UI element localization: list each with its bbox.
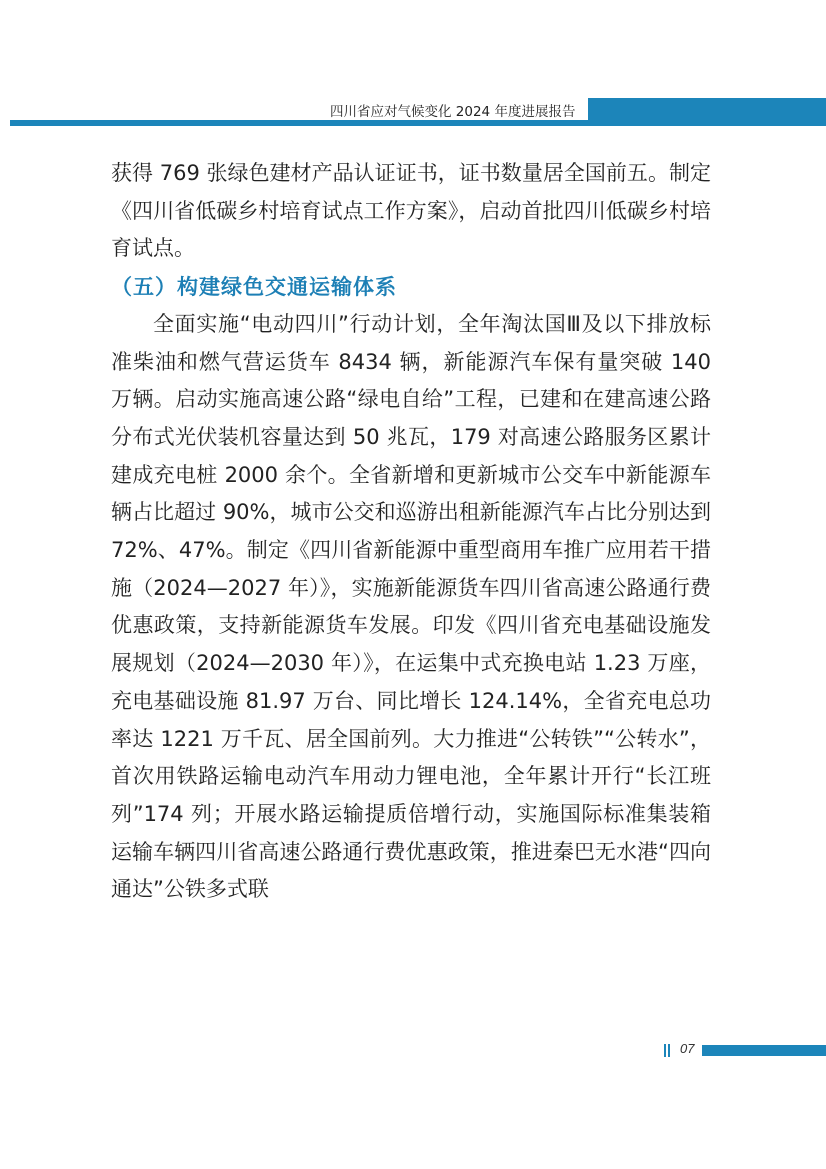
section-heading: （五）构建绿色交通运输体系 (111, 274, 397, 300)
footer-bar (702, 1045, 826, 1056)
running-header-title: 四川省应对气候变化 2024 年度进展报告 (330, 104, 576, 120)
paragraph-main: 全面实施“电动四川”行动计划，全年淘汰国Ⅲ及以下排放标准柴油和燃气营运货车 8434 辆，新能源汽车保有量突破 140 万辆。启动实施高速公路“绿电自给”工程，已建和在建高速公路分布式光伏装机容量达到 50 兆瓦，179 对高速公路服务区累计建成充电桩 2000 余个。全省新增和更新城市公交车中新能源车辆占比超过 90%，城市公交和巡游出租新能源汽车占比分别达到 72%、47%。制定《四川省新能源中重型商用车推广应用若干措施（2024—2027 年）》，实施新能源货车四川省高速公路通行费优惠政策，支持新能源货车发展。印发《四川省充电基础设施发展规划（2024—2030 年）》，在运集中式充换电站 1.23 万座，充电基础设施 81.97 万台、同比增长 124.14%，全省充电总功率达 1221 万千瓦、居全国前列。大力推进“公转铁”“公转水”，首次用铁路运输电动汽车用动力锂电池，全年累计开行“长江班列”174 列；开展水路运输提质倍增行动，实施国际标准集装箱运输车辆四川省高速公路通行费优惠政策，推进秦巴无水港“四向通达”公铁多式联 (111, 311, 711, 902)
main-text (111, 155, 711, 909)
page-number: 07 (680, 1041, 695, 1056)
footer-mark (664, 1044, 666, 1057)
header-rule (10, 120, 590, 126)
header-tab (588, 98, 826, 126)
footer-mark (668, 1044, 670, 1057)
paragraph-intro: 获得 769 张绿色建材产品认证证书，证书数量居全国前五。制定《四川省低碳乡村培育试点工作方案》，启动首批四川低碳乡村培育试点。 (111, 161, 711, 261)
